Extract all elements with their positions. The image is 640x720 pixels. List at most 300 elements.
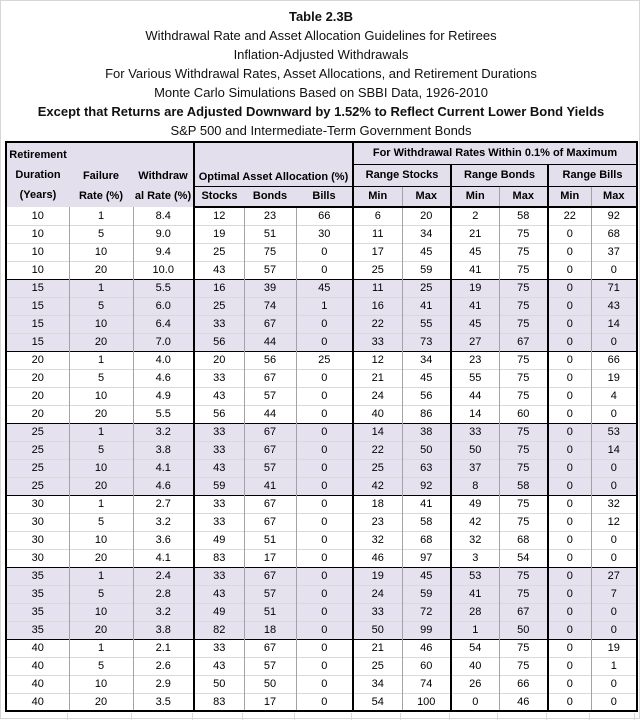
table-row [6,207,637,225]
cell-range-stocks-min: 33 [353,333,402,351]
cell-range-bonds-max: 50 [499,621,548,639]
cell-failure-rate: 1 [69,207,133,225]
cell-range-stocks-max: 74 [402,675,451,693]
cell-range-bills-min: 0 [548,567,591,585]
cell-range-stocks-min: 17 [353,243,402,261]
cell-withdrawal-rate: 3.2 [133,423,194,441]
cell-failure-rate: 5 [69,225,133,243]
cell-stocks: 83 [194,549,244,567]
header-range-bills-max: Max [591,186,637,207]
cell-range-bonds-min: 53 [451,567,499,585]
cell-range-bills-min: 0 [548,657,591,675]
cell-range-bills-max: 37 [591,243,637,261]
cell-range-bonds-min: 54 [451,639,499,657]
cell-range-bonds-max: 75 [499,459,548,477]
cell-bills: 1 [296,297,353,315]
cell-bills: 0 [296,387,353,405]
cell-bills: 0 [296,477,353,495]
cell-range-bills-max: 0 [591,477,637,495]
cell-bonds: 44 [244,333,296,351]
cell-range-bills-min: 0 [548,675,591,693]
cell-range-stocks-min: 21 [353,639,402,657]
cell-range-stocks-max: 20 [402,207,451,225]
table-row [6,639,637,657]
table-number-title: Table 2.3B [288,9,354,24]
cell-range-bills-max: 7 [591,585,637,603]
cell-range-bonds-min: 32 [451,531,499,549]
cell-bonds: 17 [244,693,296,711]
cell-range-bills-min: 0 [548,459,591,477]
cell-range-bills-max: 92 [591,207,637,225]
cell-withdrawal-rate: 4.9 [133,387,194,405]
cell-range-bonds-min: 41 [451,585,499,603]
cell-withdrawal-rate: 4.6 [133,477,194,495]
title-block [1,7,640,141]
cell-duration: 25 [6,459,69,477]
cell-range-bonds-max: 75 [499,639,548,657]
cell-range-bills-min: 0 [548,243,591,261]
cell-range-bonds-max: 75 [499,657,548,675]
cell-range-bonds-min: 44 [451,387,499,405]
cell-bonds: 67 [244,639,296,657]
cell-withdrawal-rate: 8.4 [133,207,194,225]
cell-bills: 0 [296,423,353,441]
header-range-bonds-min: Min [451,186,499,207]
cell-bills: 45 [296,279,353,297]
header-range-bills: Range Bills [548,164,637,186]
cell-stocks: 16 [194,279,244,297]
cell-range-bills-min: 0 [548,531,591,549]
title-line-adjustment-note: Except that Returns are Adjusted Downward by 1.52% to Reflect Current Lower Bond Yields [37,104,605,119]
cell-range-bonds-min: 41 [451,297,499,315]
cell-range-bills-max: 68 [591,225,637,243]
cell-range-stocks-min: 19 [353,567,402,585]
cell-range-bonds-max: 75 [499,567,548,585]
cell-range-bonds-max: 60 [499,405,548,423]
cell-range-bills-min: 0 [548,225,591,243]
cell-range-bonds-max: 66 [499,675,548,693]
cell-duration: 25 [6,441,69,459]
cell-duration: 20 [6,405,69,423]
cell-duration: 25 [6,477,69,495]
cell-failure-rate: 10 [69,387,133,405]
cell-withdrawal-rate: 5.5 [133,279,194,297]
cell-range-stocks-max: 56 [402,387,451,405]
table-row [6,585,637,603]
cell-range-bills-min: 0 [548,387,591,405]
table-row [6,675,637,693]
cell-range-bonds-max: 75 [499,297,548,315]
cell-duration: 20 [6,387,69,405]
cell-failure-rate: 1 [69,567,133,585]
table-row [6,495,637,513]
withdrawal-guidelines-table [5,141,638,712]
cell-withdrawal-rate: 3.2 [133,513,194,531]
cell-range-bills-max: 19 [591,639,637,657]
cell-range-bonds-min: 40 [451,657,499,675]
cell-duration: 40 [6,657,69,675]
cell-range-bills-max: 0 [591,621,637,639]
cell-range-bonds-max: 67 [499,333,548,351]
cell-duration: 40 [6,639,69,657]
header-duration-line1: Retirement [9,149,67,161]
cell-bills: 0 [296,369,353,387]
cell-bills: 0 [296,567,353,585]
cell-bills: 0 [296,549,353,567]
cell-stocks: 33 [194,495,244,513]
header-withdrawal-line1: Withdraw [138,170,188,182]
cell-range-bonds-min: 23 [451,351,499,369]
cell-bonds: 67 [244,315,296,333]
cell-range-stocks-min: 22 [353,315,402,333]
cell-range-stocks-max: 45 [402,243,451,261]
cell-duration: 10 [31,209,44,222]
cell-failure-rate: 20 [69,621,133,639]
cell-bills: 0 [296,621,353,639]
cell-range-bills-max: 0 [591,405,637,423]
cell-range-stocks-max: 41 [402,297,451,315]
cell-range-bonds-min: 1 [451,621,499,639]
cell-range-bills-min: 0 [548,333,591,351]
cell-stocks: 56 [194,333,244,351]
cell-range-bonds-max: 67 [499,603,548,621]
cell-withdrawal-rate: 6.4 [133,315,194,333]
cell-bills: 25 [296,351,353,369]
cell-stocks: 49 [194,603,244,621]
table-row [6,459,637,477]
cell-range-bills-min: 0 [548,621,591,639]
cell-bills: 0 [296,675,353,693]
table-row [6,315,637,333]
cell-bonds: 57 [244,387,296,405]
cell-failure-rate: 10 [69,603,133,621]
cell-range-bills-max: 1 [591,657,637,675]
cell-bills: 0 [296,243,353,261]
cell-withdrawal-rate: 2.1 [133,639,194,657]
cell-range-stocks-min: 24 [353,387,402,405]
cell-range-stocks-max: 73 [402,333,451,351]
header-range-bonds-max: Max [499,186,548,207]
cell-range-stocks-max: 92 [402,477,451,495]
header-failure-line1: Failure [82,170,120,182]
cell-duration: 15 [6,315,69,333]
cell-failure-rate: 5 [69,369,133,387]
cell-range-stocks-max: 34 [402,351,451,369]
table-row [6,387,637,405]
cell-range-bills-max: 0 [591,261,637,279]
cell-range-bonds-min: 28 [451,603,499,621]
cell-bonds: 57 [244,261,296,279]
cell-duration: 10 [6,225,69,243]
cell-range-stocks-max: 60 [402,657,451,675]
cell-range-stocks-max: 41 [402,495,451,513]
cell-range-bonds-max: 75 [499,225,548,243]
cell-range-stocks-max: 55 [402,315,451,333]
cell-bills: 66 [296,207,353,225]
cell-withdrawal-rate: 4.0 [133,351,194,369]
cell-stocks: 43 [194,657,244,675]
cell-range-bonds-max: 75 [499,423,548,441]
cell-bonds: 41 [244,477,296,495]
cell-bonds: 56 [244,351,296,369]
cell-withdrawal-rate: 2.9 [133,675,194,693]
cell-range-bills-min: 0 [548,369,591,387]
cell-failure-rate: 10 [69,459,133,477]
cell-range-stocks-min: 32 [353,531,402,549]
cell-range-bonds-max: 75 [499,369,548,387]
cell-range-stocks-max: 34 [402,225,451,243]
cell-failure-rate: 20 [69,405,133,423]
cell-range-bonds-max: 75 [499,495,548,513]
cell-stocks: 25 [194,243,244,261]
cell-range-stocks-max: 45 [402,567,451,585]
cell-range-bonds-min: 33 [451,423,499,441]
cell-duration: 10 [6,243,69,261]
cell-duration: 30 [6,549,69,567]
cell-stocks: 43 [194,585,244,603]
table-row [6,261,637,279]
cell-bonds: 39 [244,279,296,297]
cell-range-bills-min: 0 [548,693,591,711]
cell-stocks: 25 [194,297,244,315]
cell-range-bonds-max: 75 [499,585,548,603]
cell-duration: 30 [6,531,69,549]
cell-bonds: 75 [244,243,296,261]
cell-bills: 0 [296,693,353,711]
cell-stocks: 19 [194,225,244,243]
cell-duration: 35 [6,621,69,639]
header-duration-line2: Duration [15,169,61,181]
cell-withdrawal-rate: 4.1 [133,549,194,567]
cell-range-stocks-max: 97 [402,549,451,567]
cell-stocks: 33 [194,315,244,333]
cell-range-bonds-min: 3 [451,549,499,567]
cell-range-stocks-min: 22 [353,441,402,459]
cell-range-stocks-min: 24 [353,585,402,603]
cell-bonds: 51 [244,531,296,549]
cell-stocks: 20 [194,351,244,369]
table-body [6,207,637,711]
cell-bills: 0 [296,333,353,351]
table-row [6,657,637,675]
cell-bills: 0 [296,585,353,603]
cell-withdrawal-rate: 2.8 [133,585,194,603]
table-row [6,243,637,261]
cell-duration: 30 [6,495,69,513]
cell-range-stocks-min: 14 [353,423,402,441]
cell-range-bills-max: 0 [591,549,637,567]
cell-withdrawal-rate: 3.5 [133,693,194,711]
header-range-stocks: Range Stocks [353,164,451,186]
cell-range-bills-min: 0 [548,441,591,459]
cell-range-bills-max: 32 [591,495,637,513]
cell-range-bills-max: 53 [591,423,637,441]
cell-bills: 0 [296,261,353,279]
table-row [6,441,637,459]
cell-failure-rate: 10 [69,531,133,549]
cell-range-bonds-max: 54 [499,549,548,567]
cell-bonds: 74 [244,297,296,315]
table-row [6,693,637,711]
cell-stocks: 59 [194,477,244,495]
cell-range-bills-max: 71 [591,279,637,297]
cell-range-bills-max: 14 [591,441,637,459]
cell-stocks: 12 [194,207,244,225]
cell-range-bills-min: 22 [548,207,591,225]
cell-duration: 35 [6,567,69,585]
cell-range-stocks-min: 21 [353,369,402,387]
cell-range-bills-max: 43 [591,297,637,315]
title-line-assets: S&P 500 and Intermediate-Term Government Bonds [170,123,472,138]
cell-bonds: 18 [244,621,296,639]
header-duration-line3: (Years) [19,189,57,201]
cell-failure-rate: 20 [69,261,133,279]
cell-failure-rate: 5 [69,297,133,315]
header-optimal-allocation: Optimal Asset Allocation (%) [194,142,353,186]
cell-range-bonds-min: 8 [451,477,499,495]
cell-stocks: 33 [194,423,244,441]
cell-range-bills-min: 0 [548,351,591,369]
table-row [6,549,637,567]
cell-range-bonds-min: 55 [451,369,499,387]
cell-range-bonds-max: 68 [499,531,548,549]
cell-failure-rate: 20 [69,549,133,567]
table-row [6,621,637,639]
cell-range-stocks-max: 59 [402,585,451,603]
cell-range-bonds-min: 27 [451,333,499,351]
cell-range-bonds-min: 19 [451,279,499,297]
cell-range-stocks-min: 16 [353,297,402,315]
cell-withdrawal-rate: 3.8 [133,441,194,459]
cell-range-bills-max: 0 [591,603,637,621]
cell-range-bills-min: 0 [548,585,591,603]
cell-range-stocks-max: 58 [402,513,451,531]
cell-bonds: 67 [244,423,296,441]
cell-bonds: 57 [244,459,296,477]
cell-withdrawal-rate: 4.1 [133,459,194,477]
cell-failure-rate: 1 [69,495,133,513]
header-range-bonds: Range Bonds [451,164,548,186]
cell-failure-rate: 5 [69,657,133,675]
table-row [6,369,637,387]
cell-range-stocks-max: 63 [402,459,451,477]
cell-failure-rate: 1 [69,279,133,297]
cell-stocks: 43 [194,459,244,477]
cell-duration: 40 [6,675,69,693]
cell-range-stocks-max: 72 [402,603,451,621]
cell-bonds: 67 [244,567,296,585]
table-row [6,603,637,621]
cell-range-stocks-min: 6 [353,207,402,225]
cell-bonds: 57 [244,657,296,675]
cell-duration: 15 [6,279,69,297]
cell-stocks: 50 [194,675,244,693]
title-line-various: For Various Withdrawal Rates, Asset Allocations, and Retirement Durations [105,66,537,81]
cell-withdrawal-rate: 5.5 [133,405,194,423]
cell-withdrawal-rate: 6.0 [133,297,194,315]
header-range-title: For Withdrawal Rates Within 0.1% of Maximum [353,142,637,164]
cell-range-bonds-max: 75 [499,279,548,297]
cell-failure-rate: 10 [69,315,133,333]
cell-duration: 40 [6,693,69,711]
cell-range-bonds-min: 2 [451,207,499,225]
cell-bills: 0 [296,603,353,621]
cell-range-stocks-min: 46 [353,549,402,567]
cell-range-bonds-max: 75 [499,243,548,261]
cell-failure-rate: 1 [69,639,133,657]
cell-withdrawal-rate: 3.8 [133,621,194,639]
header-stocks: Stocks [194,186,244,207]
cell-range-bills-max: 0 [591,675,637,693]
header-failure-line2: Rate (%) [78,190,123,202]
cell-range-bonds-max: 75 [499,315,548,333]
cell-range-stocks-max: 68 [402,531,451,549]
cell-withdrawal-rate: 9.0 [133,225,194,243]
cell-failure-rate: 20 [69,333,133,351]
cell-stocks: 33 [194,513,244,531]
cell-range-stocks-max: 100 [402,693,451,711]
cell-range-bills-max: 4 [591,387,637,405]
cell-range-bonds-max: 75 [499,387,548,405]
cell-stocks: 33 [194,441,244,459]
cell-bonds: 67 [244,513,296,531]
cell-bills: 0 [296,315,353,333]
cell-failure-rate: 1 [69,351,133,369]
cell-bonds: 67 [244,441,296,459]
cell-range-stocks-min: 12 [353,351,402,369]
cell-withdrawal-rate: 7.0 [133,333,194,351]
cell-range-bills-min: 0 [548,513,591,531]
cell-bills: 0 [296,459,353,477]
cell-bonds: 57 [244,585,296,603]
table-row [6,477,637,495]
header-bonds: Bonds [244,186,296,207]
cell-range-bills-max: 0 [591,459,637,477]
cell-bills: 30 [296,225,353,243]
cell-range-bonds-min: 0 [451,693,499,711]
cell-range-stocks-min: 25 [353,459,402,477]
table-row [6,225,637,243]
table-row [6,513,637,531]
cell-stocks: 49 [194,531,244,549]
cell-range-bills-max: 0 [591,333,637,351]
cell-range-bonds-min: 14 [451,405,499,423]
cell-duration: 20 [6,369,69,387]
cell-range-bonds-min: 21 [451,225,499,243]
cell-range-bills-min: 0 [548,477,591,495]
cell-duration: 30 [6,513,69,531]
table-row [6,297,637,315]
cell-range-bills-min: 0 [548,549,591,567]
table-row [6,405,637,423]
cell-range-stocks-min: 23 [353,513,402,531]
cell-duration: 10 [6,261,69,279]
cell-withdrawal-rate: 4.6 [133,369,194,387]
cell-range-bonds-min: 37 [451,459,499,477]
cell-duration: 15 [6,333,69,351]
cell-range-stocks-max: 45 [402,369,451,387]
cell-range-bills-max: 12 [591,513,637,531]
cell-bills: 0 [296,657,353,675]
cell-range-bills-min: 0 [548,495,591,513]
cell-range-stocks-min: 50 [353,621,402,639]
cell-withdrawal-rate: 2.4 [133,567,194,585]
cell-range-bills-max: 19 [591,369,637,387]
cell-range-bonds-max: 58 [499,477,548,495]
cell-withdrawal-rate: 2.6 [133,657,194,675]
cell-stocks: 33 [194,567,244,585]
cell-stocks: 33 [194,369,244,387]
